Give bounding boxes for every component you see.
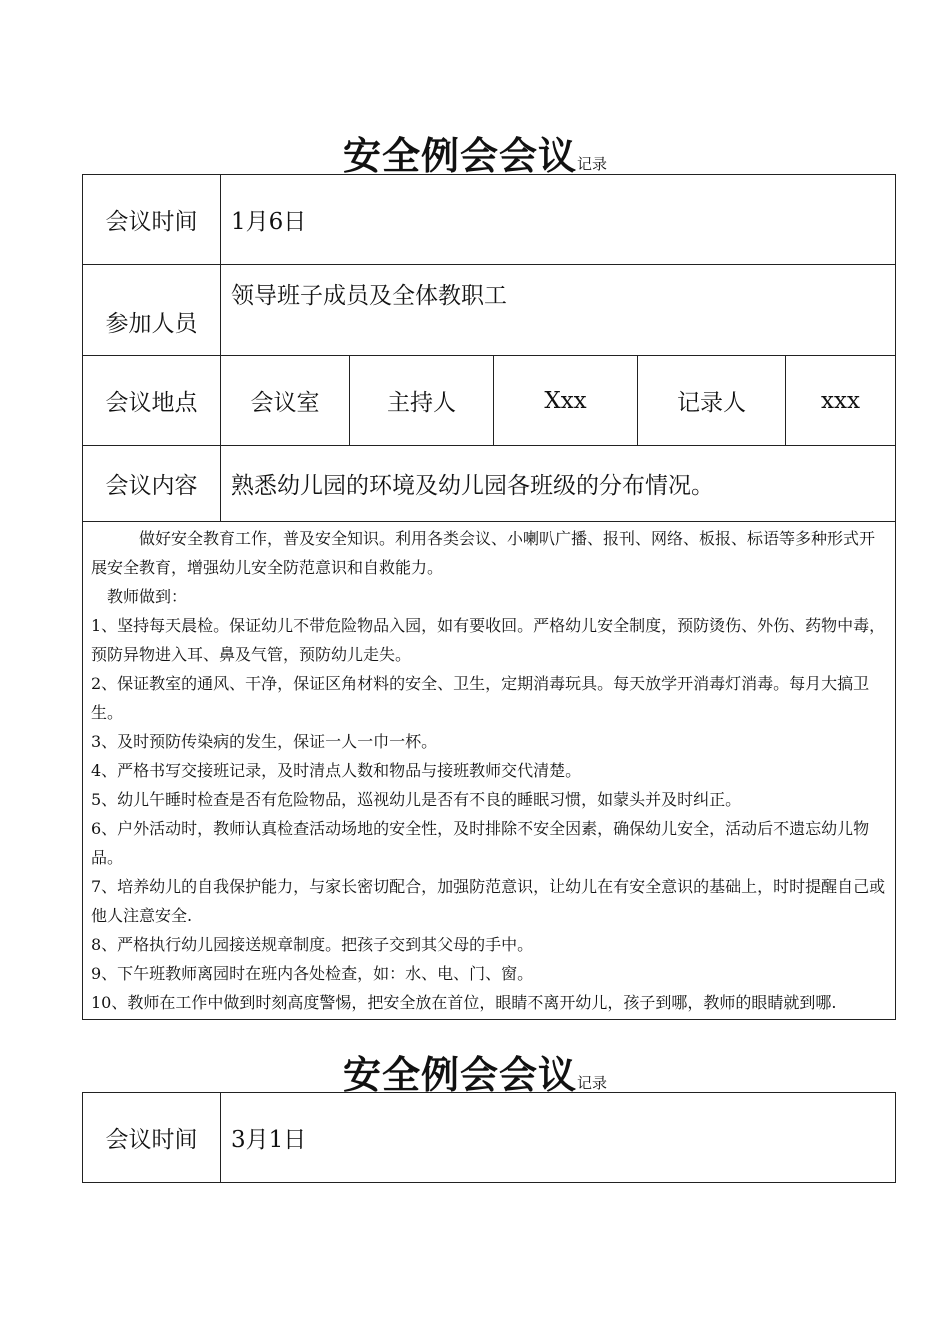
time-label: 会议时间	[83, 175, 221, 265]
location-value: 会议室	[221, 356, 350, 446]
list-item: 4、严格书写交接班记录，及时清点人数和物品与接班教师交代清楚。	[91, 761, 582, 780]
record1-row-content	[83, 446, 896, 522]
list-item: 5、幼儿午睡时检查是否有危险物品，巡视幼儿是否有不良的睡眠习惯，如蒙头并及时纠正。	[91, 790, 742, 809]
record1-row-time	[83, 175, 896, 265]
list-item: 6、户外活动时，教师认真检查活动场地的安全性，及时排除不安全因素，确保幼儿安全，活动后不遗忘幼儿物品。	[91, 819, 870, 867]
record2-row-time	[83, 1093, 896, 1183]
teacher-heading: 教师做到：	[107, 587, 188, 606]
record2-title-main: 安全例会会议	[342, 1052, 577, 1097]
recorder-label: 记录人	[638, 356, 786, 446]
record1-row-location	[83, 356, 896, 446]
list-item: 10、教师在工作中做到时刻高度警惕，把安全放在首位，眼睛不离开幼儿，孩子到哪，教师的眼睛就到哪.	[91, 993, 837, 1012]
content-label: 会议内容	[83, 446, 221, 522]
list-item: 8、严格执行幼儿园接送规章制度。把孩子交到其父母的手中。	[91, 935, 534, 954]
list-item: 9、下午班教师离园时在班内各处检查，如：水、电、门、窗。	[91, 964, 534, 983]
list-item: 1、坚持每天晨检。保证幼儿不带危险物品入园，如有要收回。严格幼儿安全制度，预防烫伤、外伤、药物中毒，预防异物进入耳、鼻及气管，预防幼儿走失。	[91, 616, 886, 664]
time-value: 3月1日	[221, 1093, 896, 1183]
record1-table	[82, 174, 896, 1020]
recorder-value: xxx	[786, 356, 896, 446]
record2-title	[0, 1044, 950, 1099]
host-value: Xxx	[494, 356, 638, 446]
host-label: 主持人	[350, 356, 494, 446]
details-intro: 做好安全教育工作，普及安全知识。利用各类会议、小喇叭广播、报刊、网络、板报、标语等多种形式开展安全教育，增强幼儿安全防范意识和自救能力。	[91, 529, 876, 577]
content-value: 熟悉幼儿园的环境及幼儿园各班级的分布情况。	[221, 446, 896, 522]
record1-row-attendees	[83, 265, 896, 356]
record1-row-details	[83, 522, 896, 1020]
list-item: 3、及时预防传染病的发生，保证一人一巾一杯。	[91, 732, 438, 751]
record1-title-small: 记录	[577, 155, 608, 173]
meeting-details	[83, 522, 896, 1020]
record1-title-main: 安全例会会议	[342, 133, 577, 178]
attendees-label: 参加人员	[83, 265, 221, 356]
record2-table	[82, 1092, 896, 1183]
attendees-value: 领导班子成员及全体教职工	[221, 265, 896, 356]
list-item: 7、培养幼儿的自我保护能力，与家长密切配合，加强防范意识，让幼儿在有安全意识的基础上，时时提醒自己或他人注意安全.	[91, 877, 886, 925]
record2-title-small: 记录	[577, 1074, 608, 1092]
time-label: 会议时间	[83, 1093, 221, 1183]
list-item: 2、保证教室的通风、干净，保证区角材料的安全、卫生，定期消毒玩具。每天放学开消毒灯消毒。每月大搞卫生。	[91, 674, 870, 722]
record1-title	[0, 125, 950, 180]
location-label: 会议地点	[83, 356, 221, 446]
time-value: 1月6日	[221, 175, 896, 265]
